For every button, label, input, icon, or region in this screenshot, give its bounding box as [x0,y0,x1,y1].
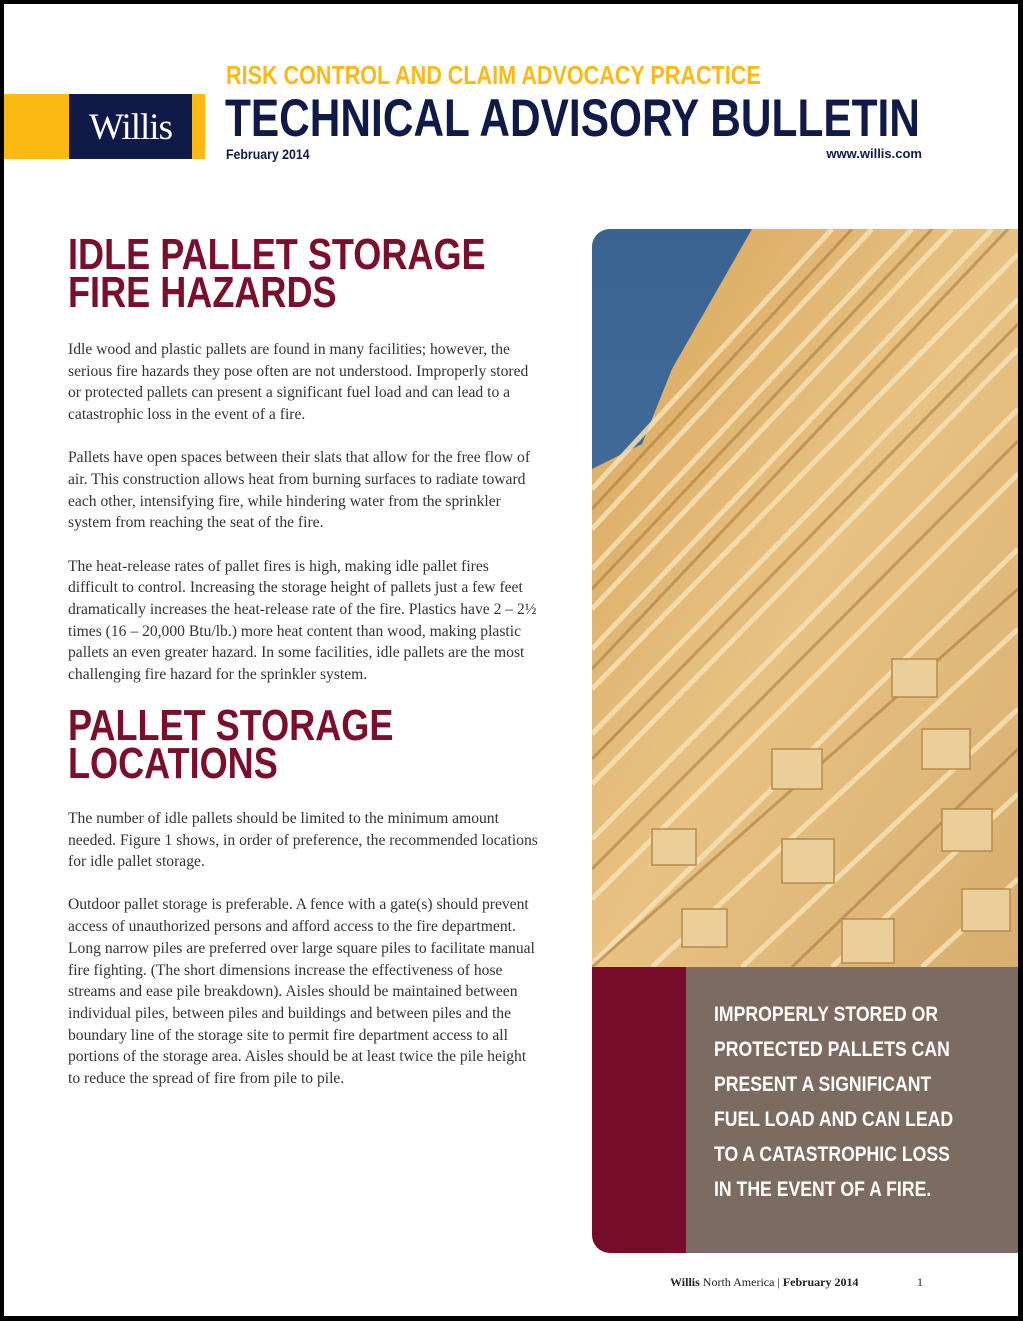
header-title: TECHNICAL ADVISORY BULLETIN [225,89,920,148]
callout-line: IN THE EVENT OF A FIRE. [714,1178,932,1201]
callout-line: PRESENT A SIGNIFICANT [714,1073,932,1096]
title-line: LOCATIONS [68,738,278,788]
footer-brand: Willis [670,1275,700,1289]
brand-band [4,94,205,159]
header-url[interactable]: www.willis.com [826,146,922,161]
callout-line: TO A CATASTROPHIC LOSS [714,1143,950,1166]
page-footer [670,1275,859,1290]
logo-text: Willis [89,107,172,148]
paragraph: Pallets have open spaces between their slats that allow for the free flow of air. This construction allows heat from burning surfaces to radiate toward each other, intensifying fire, while hindering water from the sprinkler system from reaching the seat of the fire. [68,449,531,532]
paragraph: Outdoor pallet storage is preferable. A fence with a gate(s) should prevent access of unauthorized persons and afford access to the fire department. Long narrow piles are preferred over large square piles to facilitate manual fire fighting. (The short dimensions increase the effectiveness of hose streams and ease pile breakdown). Aisles should be maintained between individual piles, between piles and buildings and between piles and the boundary line of the storage site to permit fire department access to all portions of the storage area. Aisles should be at least twice the pile height to reduce the spread of fire from pile to pile. [68,896,535,1088]
pallet-photo-illustration [592,229,1018,967]
page-number: 1 [917,1275,923,1289]
callout-line: FUEL LOAD AND CAN LEAD [714,1108,954,1131]
callout-accent-bar [592,967,686,1253]
document-page [4,4,1018,1316]
section-title-storage-locations [68,700,453,788]
paragraph: The heat-release rates of pallet fires is high, making idle pallet fires difficult to control. Increasing the storage height of pallets just a few feet dramatically increases the heat-release rate of the fire. Plastics have 2 – 2½ times (16 – 20,000 Btu/lb.) more heat content than wood, making plastic pallets an even greater hazard. In some facilities, idle pallets are the most challenging fire hazard for the sprinkler system. [68,557,537,684]
header-kicker: RISK CONTROL AND CLAIM ADVOCACY PRACTICE [226,60,761,90]
footer-region: North America | [699,1275,783,1289]
paragraph: The number of idle pallets should be limited to the minimum amount needed. Figure 1 shows, in order of preference, the recommended locations for idle pallet storage. [68,809,538,871]
title-line: FIRE HAZARDS [68,268,337,317]
header-date: February 2014 [226,146,310,162]
callout-body [686,967,1018,1253]
callout-line: PROTECTED PALLETS CAN [714,1038,950,1061]
paragraph: Idle wood and plastic pallets are found in many facilities; however, the serious fire hazards they pose often are not understood. Improperly stored or protected pallets can present a significant fuel load and can lead to a catastrophic loss in the event of a fire. [68,341,529,424]
title-line: PALLET STORAGE [68,700,394,750]
pull-quote-callout [592,967,1018,1253]
callout-line: IMPROPERLY STORED OR [714,1003,939,1026]
pallet-stack-photo [592,229,1018,967]
article-column [68,230,538,1090]
willis-logo [69,94,192,159]
title-line: IDLE PALLET STORAGE [68,230,486,279]
footer-date: February 2014 [782,1275,859,1289]
section-title-fire-hazards [68,230,486,317]
